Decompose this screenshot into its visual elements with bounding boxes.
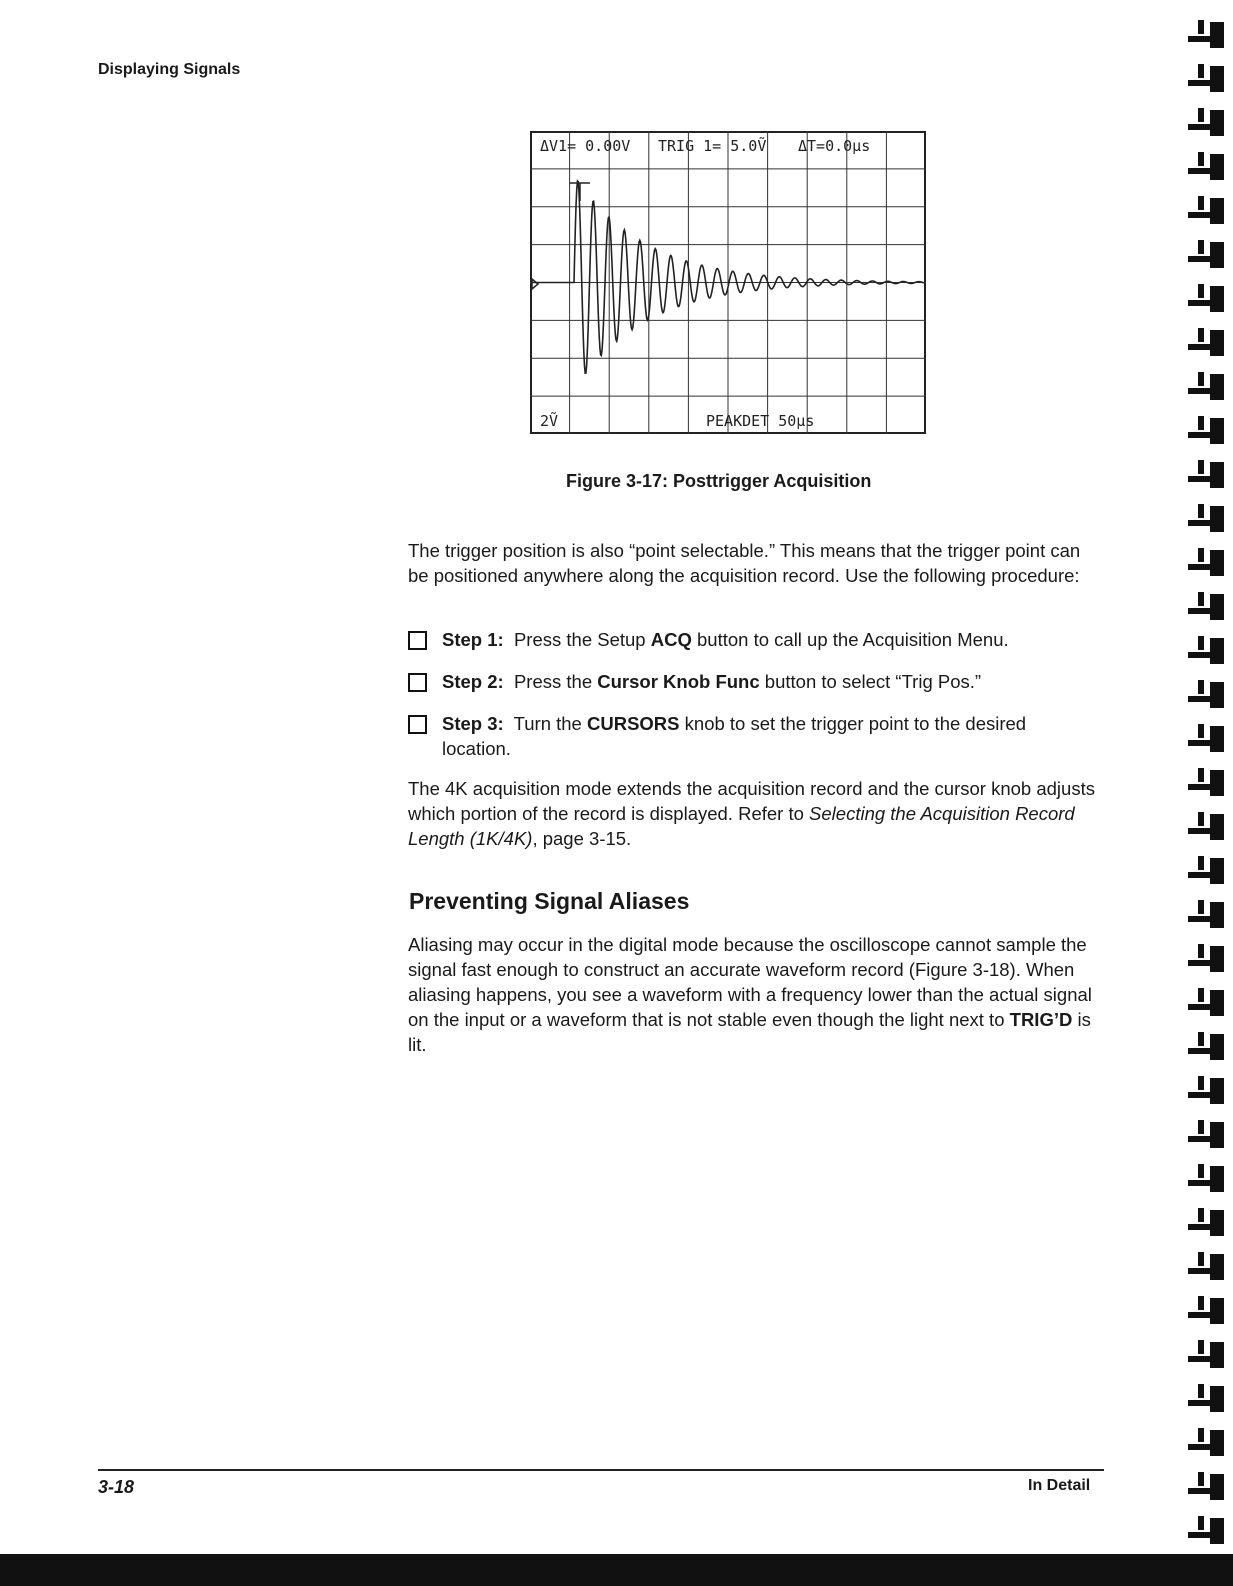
step-label: Step 1: [442, 629, 504, 650]
aliasing-paragraph: Aliasing may occur in the digital mode because the oscilloscope cannot sample the signal fast enough to construct an accurate waveform record (Figure 3-18). When aliasing happens, you see a waveform with a frequency lower than the actual signal on the input or a waveform that is not stable even though the light next to TRIG’D is lit. [408, 934, 1092, 1055]
figure-caption: Figure 3-17: Posttrigger Acquisition [566, 471, 872, 491]
step-label: Step 3: [442, 713, 504, 734]
step-label: Step 2: [442, 671, 504, 692]
page-edge-tab-marks [1158, 0, 1233, 1554]
acquisition-mode-readout: PEAKDET 50μs [706, 412, 815, 430]
procedure-steps [408, 627, 1098, 778]
delta-t-readout: ΔT=0.0μs [798, 137, 871, 155]
footer-rule [98, 1469, 1104, 1471]
step-2: Step 2: Press the Cursor Knob Func button to select “Trig Pos.” [408, 669, 1098, 694]
record-length-paragraph: The 4K acquisition mode extends the acquisition record and the cursor knob adjusts which portion of the record is displayed. Refer to Selecting the Acquisition Record Length (1K/4K), page 3-15. [408, 778, 1095, 849]
page-number: 3-18 [98, 1477, 135, 1497]
page-bottom-edge [0, 1554, 1233, 1586]
running-header: Displaying Signals [98, 61, 241, 78]
step-1: Step 1: Press the Setup ACQ button to call up the Acquisition Menu. [408, 627, 1098, 652]
cross-reference: Selecting the Acquisition Record Length (1K/4K) [408, 803, 1075, 849]
step-checkbox[interactable] [408, 631, 427, 650]
delta-v-readout: ΔV1= 0.00V [540, 137, 631, 155]
vertical-scale-readout: 2Ṽ [540, 412, 559, 430]
step-checkbox[interactable] [408, 673, 427, 692]
footer-section-name: In Detail [1028, 1477, 1091, 1494]
oscilloscope-display [530, 131, 926, 434]
section-heading: Preventing Signal Aliases [409, 888, 690, 914]
trigger-readout: TRIG 1= 5.0Ṽ [658, 137, 767, 155]
step-3: Step 3: Turn the CURSORS knob to set the trigger point to the desired location. [408, 711, 1098, 761]
intro-paragraph: The trigger position is also “point selectable.” This means that the trigger point can be positioned anywhere along the acquisition record. Use the following procedure: [408, 540, 1081, 586]
step-checkbox[interactable] [408, 715, 427, 734]
